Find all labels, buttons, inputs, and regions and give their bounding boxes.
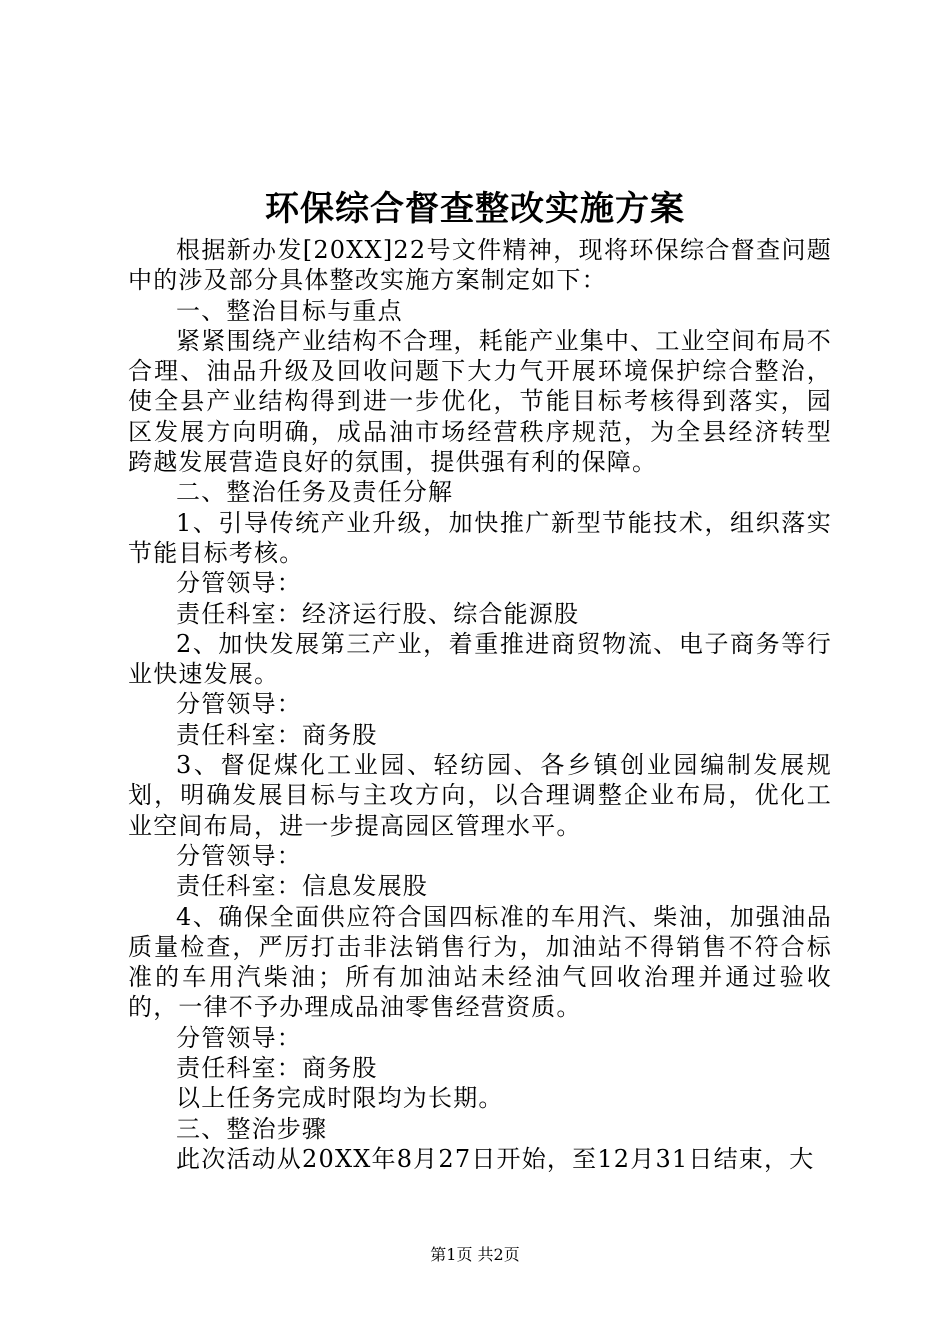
paragraph-intro: 根据新办发[20XX]22号文件精神，现将环保综合督查问题中的涉及部分具体整改实施方案制定如下：: [128, 236, 832, 295]
task-item-4: 4、确保全面供应符合国四标准的车用汽、柴油，加强油品质量检查，严厉打击非法销售行为，加油站不得销售不符合标准的车用汽柴油；所有加油站未经油气回收治理并通过验收的，一律不予办理成品油零售经营资质。: [128, 902, 832, 1022]
task-item-1: 1、引导传统产业升级，加快推广新型节能技术，组织落实节能目标考核。: [128, 508, 832, 567]
paragraph-deadline: 以上任务完成时限均为长期。: [176, 1084, 504, 1113]
heading-section-2: 二、整治任务及责任分解: [176, 478, 454, 507]
heading-section-1: 一、整治目标与重点: [176, 296, 403, 325]
task-1-leader: 分管领导：: [176, 569, 302, 598]
task-2-leader: 分管领导：: [176, 690, 302, 719]
task-3-leader: 分管领导：: [176, 841, 302, 870]
paragraph-goals: 紧紧围绕产业结构不合理，耗能产业集中、工业空间布局不合理、油品升级及回收问题下大力气开展环境保护综合整治，使全县产业结构得到进一步优化，节能目标考核得到落实，园区发展方向明确，成品油市场经营秩序规范，为全县经济转型跨越发展营造良好的氛围，提供强有利的保障。: [128, 326, 832, 477]
task-2-department: 责任科室：商务股: [176, 720, 378, 749]
heading-section-3: 三、整治步骤: [176, 1114, 328, 1143]
page-footer: 第1页 共2页: [430, 1245, 520, 1264]
task-item-2: 2、加快发展第三产业，着重推进商贸物流、电子商务等行业快速发展。: [128, 629, 832, 689]
task-3-department: 责任科室：信息发展股: [176, 872, 428, 901]
task-item-3: 3、督促煤化工业园、轻纺园、各乡镇创业园编制发展规划，明确发展目标与主攻方向，以合理调整企业布局，优化工业空间布局，进一步提高园区管理水平。: [128, 751, 832, 840]
task-4-department: 责任科室：商务股: [176, 1054, 378, 1083]
document-body: [128, 235, 832, 1174]
document-title: 环保综合督查整改实施方案: [265, 189, 685, 229]
paragraph-schedule: 此次活动从20XX年8月27日开始，至12月31日结束，大: [176, 1144, 815, 1173]
task-4-leader: 分管领导：: [176, 1023, 302, 1052]
task-1-department: 责任科室：经济运行股、综合能源股: [176, 599, 580, 628]
